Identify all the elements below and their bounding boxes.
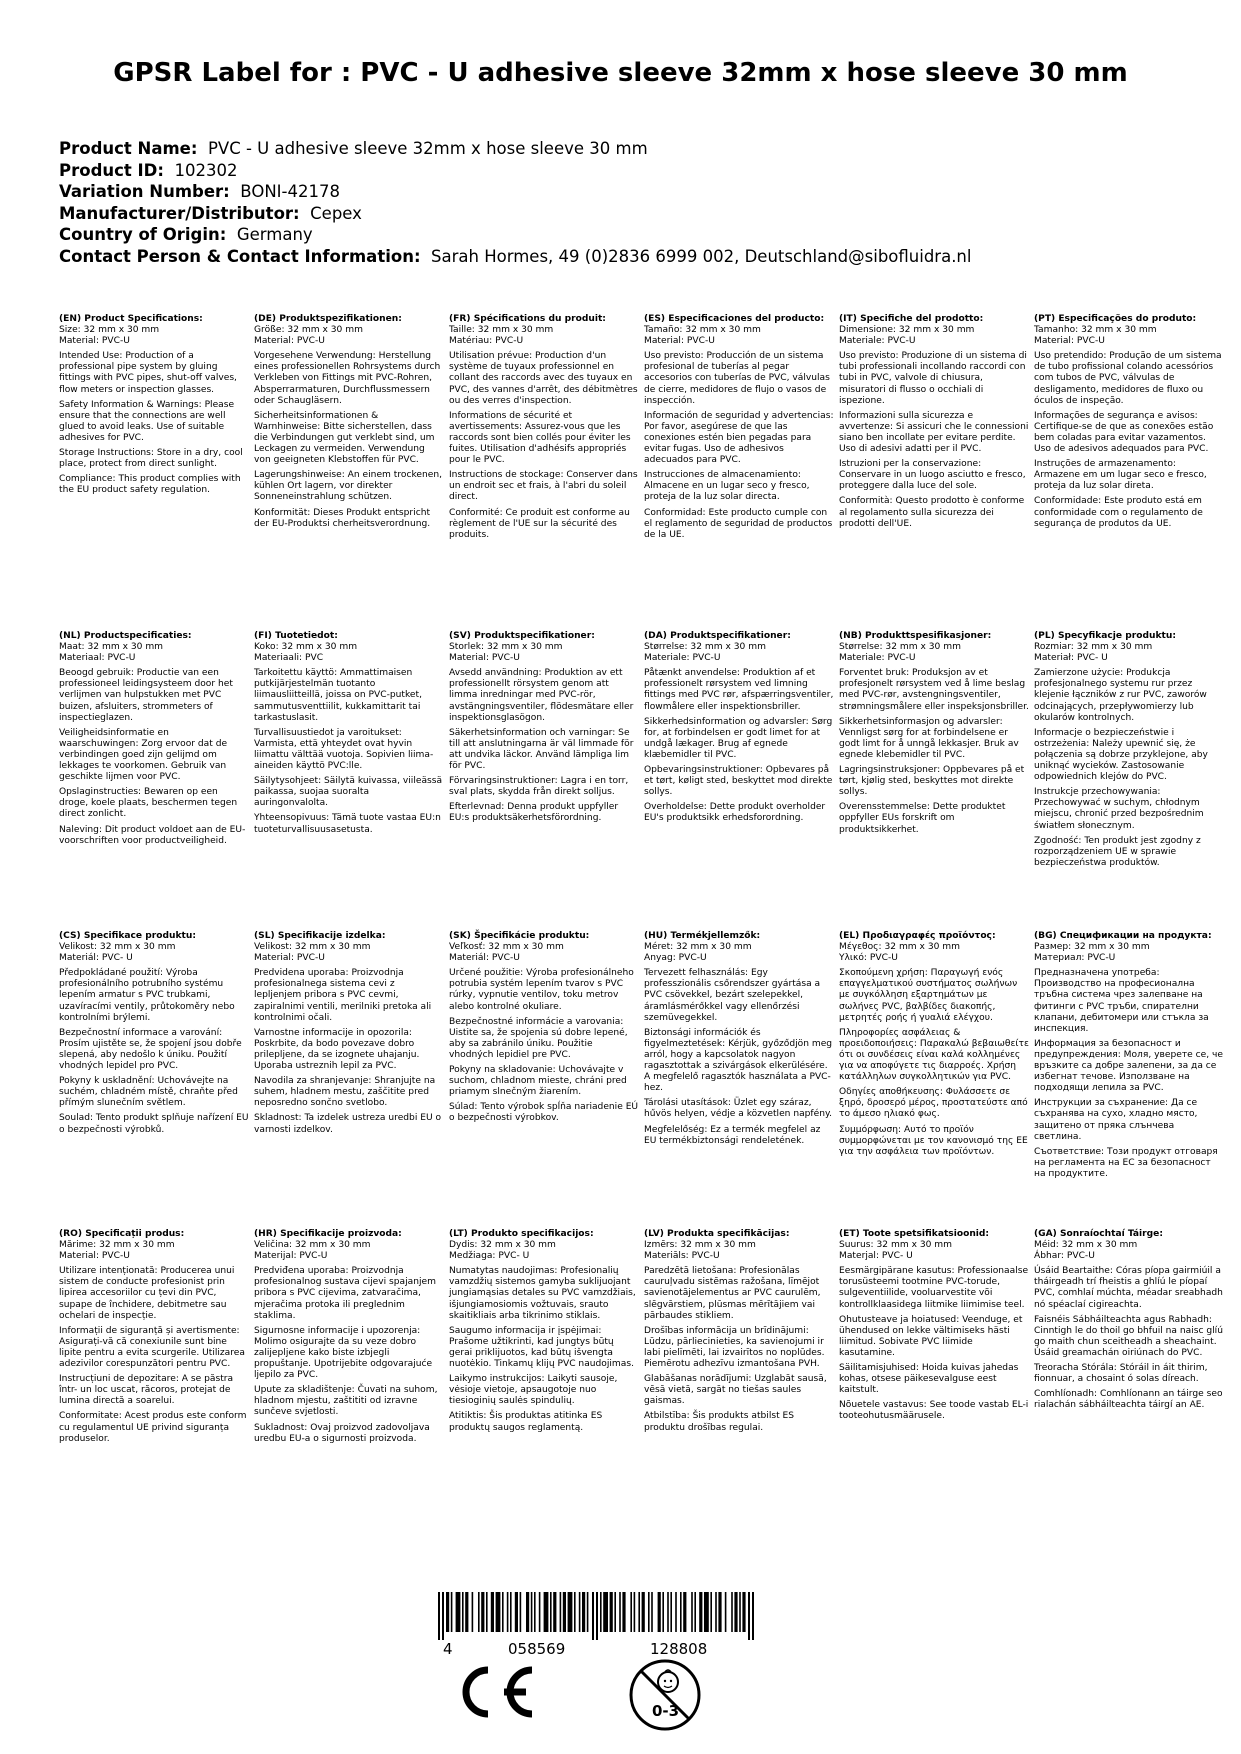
spec-block [839, 314, 1029, 534]
spec-heading: (GA) Sonraíochtaí Táirge: [1034, 1229, 1163, 1239]
spec-heading: (HR) Specifikacije proizvoda: [254, 1229, 402, 1239]
spec-paragraph: Instruções de armazenamento: Armazene em um lugar seco e fresco, proteja da luz solar direta. [1034, 459, 1207, 492]
spec-line: Materiāls: PVC-U [644, 1251, 720, 1262]
spec-paragraph: Laikymo instrukcijos: Laikyti sausoje, vėsioje vietoje, apsaugotoje nuo tiesioginių saulės spindulių. [449, 1374, 618, 1407]
spec-heading: (DA) Produktspecifikationer: [644, 631, 791, 641]
spec-line: Medžiaga: PVC- U [449, 1251, 530, 1262]
spec-paragraph: Conformidad: Este producto cumple con el reglamento de seguridad de productos de la UE. [644, 507, 833, 540]
barcode-bar [451, 1592, 453, 1632]
spec-paragraph: Skladnost: Ta izdelek ustreza uredbi EU o varnosti izdelkov. [254, 1113, 442, 1135]
spec-heading: (PT) Especificações do produto: [1034, 314, 1197, 324]
spec-line: Anyag: PVC-U [644, 953, 707, 964]
spec-paragraph: Avsedd användning: Produktion av ett professionellt rörsystem genom att limma inredningar med PVC-rör, avstängningsventiler, flödesmätare eller inspektionsglasögon. [449, 668, 634, 723]
info-row-contact [59, 246, 971, 268]
spec-heading: (SK) Špecifikácie produktu: [449, 931, 590, 941]
barcode-bar [553, 1592, 556, 1632]
spec-block [254, 631, 444, 840]
spec-line: Maat: 32 mm x 30 mm [59, 642, 164, 653]
spec-paragraph: Istruzioni per la conservazione: Conservare in un luogo asciutto e fresco, proteggere dalla luce del sole. [839, 459, 1026, 492]
product-info [59, 138, 971, 267]
spec-paragraph: Utilisation prévue: Production d'un système de tuyaux professionnel en collant des raccords avec des tuyaux en PVC, des vannes d'arrêt, des débitmètres ou des verres d'inspection. [449, 351, 638, 406]
spec-block [644, 631, 834, 829]
spec-paragraph: Säkerhetsinformation och varningar: Se till att anslutningarna är väl limmade för att undvika läckor. Använd lämpliga lim för PVC. [449, 727, 634, 772]
spec-paragraph: Overensstemmelse: Dette produktet oppfyller EUs forskrift om produktsikkerhet. [839, 802, 1006, 835]
spec-paragraph: Úsáid Beartaithe: Córas píopa gairmiúil a tháirgeadh trí fheistis a ghlíú le píopaí PVC, comhlaí múchta, méadar sreabhadh nó spéaclaí cigireachta. [1034, 1266, 1223, 1310]
spec-heading: (IT) Specifiche del prodotto: [839, 314, 984, 324]
spec-paragraph: Konformität: Dieses Produkt entspricht der EU-Produktsi cherheitsverordnung. [254, 507, 431, 529]
spec-paragraph: Informações de segurança e avisos: Certifique-se de que as conexões estão bem coladas para evitar vazamentos. Uso de adesivos adequados para PVC. [1034, 410, 1214, 455]
barcode-bar [526, 1592, 529, 1632]
barcode-bar [642, 1592, 645, 1632]
spec-paragraph: Drošības informācija un brīdinājumi: Lūdzu, pārliecinieties, ka savienojumi ir labi pielīmēti, lai izvairītos no noplūdes. Piemērotu adhezīvu izmantošana PVH. [644, 1325, 825, 1370]
spec-paragraph: Treoracha Stórála: Stóráil in áit thirim, fionnuar, a chosaint ó solas díreach. [1034, 1363, 1208, 1385]
spec-paragraph: Turvallisuustiedot ja varoitukset: Varmista, että yhteydet ovat hyvin liimattu välttää vuotoja. Sopivien liima-aineiden käyttö PVC:lle. [254, 727, 434, 772]
barcode-bar [704, 1592, 709, 1632]
barcode-guard-bar [442, 1592, 444, 1640]
spec-line: Rozmiar: 32 mm x 30 mm [1034, 642, 1153, 653]
spec-heading: (NL) Productspecificaties: [59, 631, 192, 641]
barcode-bar [446, 1592, 449, 1632]
barcode-bar [563, 1592, 566, 1632]
info-label: Variation Number: [59, 182, 230, 201]
spec-paragraph: Съответствие: Този продукт отговаря на регламента на ЕС за безопасност на продуктите. [1034, 1146, 1218, 1179]
barcode-bar [531, 1592, 533, 1632]
spec-paragraph: Overholdelse: Dette produkt overholder EU's produktsikk erhedsforordning. [644, 802, 826, 824]
spec-paragraph: Uso previsto: Producción de un sistema profesional de tuberías al pegar accesorios con tuberías de PVC, válvulas de cierre, medidores de flujo o vasos de inspección. [644, 351, 830, 406]
spec-paragraph: Saugumo informacija ir įspėjimai: Prašome užtikrinti, kad jungtys būtų gerai priklijuotos, kad būtų išvengta nuotėkio. Tinkamų klijų PVC naudojimas. [449, 1325, 634, 1370]
spec-paragraph: Atitiktis: Šis produktas atitinka ES produktų saugos reglamentą. [449, 1411, 603, 1433]
spec-paragraph: Pokyny na skladovanie: Uchovávajte v suchom, chladnom mieste, chráni pred priamym slnečným žiarením. [449, 1065, 627, 1098]
spec-heading: (FR) Spécifications du produit: [449, 314, 606, 324]
spec-paragraph: Σκοπούμενη χρήση: Παραγωγή ενός επαγγελματικού συστήματος σωλήνων με συγκόλληση εξαρτημάτων με σωλήνες PVC, βαλβίδες διακοπής, μετρητές ροής ή γυαλιά ελέγχου. [839, 968, 1018, 1023]
barcode-bar [648, 1592, 650, 1632]
barcode-bar [587, 1592, 589, 1632]
spec-paragraph: Informazioni sulla sicurezza e avvertenze: Si assicuri che le connessioni siano ben incollate per evitare perdite. Uso di adesivi adatti per il PVC. [839, 410, 1029, 455]
spec-paragraph: Conformité: Ce produit est conforme au règlement de l'UE sur la sécurité des produits. [449, 507, 630, 540]
spec-line: Material: PVC-U [59, 336, 130, 347]
spec-heading: (SL) Specifikacije izdelka: [254, 931, 386, 941]
barcode-bar [742, 1592, 745, 1632]
spec-block [644, 314, 834, 545]
spec-paragraph: Instructions de stockage: Conserver dans un endroit sec et frais, à l'abri du soleil direct. [449, 470, 638, 503]
barcode-bar [481, 1592, 484, 1632]
spec-line: Dimensione: 32 mm x 30 mm [839, 325, 975, 336]
spec-paragraph: Bezpečnostní informace a varování: Prosím ujistěte se, že spojení jsou dobře slepená, aby nedošlo k úniku. Použití vhodných lepidel pro PVC. [59, 1027, 242, 1072]
barcode-bar [675, 1592, 677, 1632]
spec-block [644, 931, 834, 1151]
barcode-bar [614, 1592, 616, 1632]
barcode-bar [725, 1592, 727, 1632]
spec-line: Storlek: 32 mm x 30 mm [449, 642, 563, 653]
spec-line: Materiál: PVC- U [59, 953, 133, 964]
spec-line: Méret: 32 mm x 30 mm [644, 942, 752, 953]
spec-paragraph: Zamierzone użycie: Produkcja profesjonalnego systemu rur przez klejenie łączników z rur PVC, zaworów odcinających, przepływomierzy lub okularów kontrolnych. [1034, 668, 1207, 723]
spec-heading: (LT) Produkto specifikacijos: [449, 1229, 594, 1239]
barcode-bar [515, 1592, 518, 1632]
spec-paragraph: Biztonsági információk és figyelmeztetések: Kérjük, győződjön meg arról, hogy a kapcsolatok nagyon ragasztottak a szivárgások elkerülésére. A megfelelő ragasztók használata a PVC-hez. [644, 1027, 833, 1094]
spec-line: Material: PVC-U [254, 336, 325, 347]
barcode-bar [699, 1592, 702, 1632]
spec-paragraph: Pokyny k uskladnění: Uchovávejte na suchém, chladném místě, chraňte před přímým slunečním světlem. [59, 1076, 238, 1109]
spec-line: Materiale: PVC-U [839, 653, 916, 664]
barcode-bar [638, 1592, 640, 1632]
spec-paragraph: Beoogd gebruik: Productie van een professioneel leidingsysteem door het verlijmen van hulpstukken met PVC buizen, afsluiters, strommeters of inspectieglazen. [59, 668, 233, 723]
spec-line: Material: PVC-U [449, 653, 520, 664]
spec-line: Materiale: PVC-U [644, 653, 721, 664]
barcode-lead-digit: 4 [443, 1640, 453, 1658]
spec-heading: (EN) Product Specifications: [59, 314, 203, 324]
spec-line: Veľkosť: 32 mm x 30 mm [449, 942, 564, 953]
spec-line: Materjal: PVC- U [839, 1251, 913, 1262]
spec-line: Velikost: 32 mm x 30 mm [254, 942, 371, 953]
spec-line: Material: PVC-U [254, 953, 325, 964]
spec-heading: (NB) Produkttspesifikasjoner: [839, 631, 992, 641]
barcode-bar [694, 1592, 696, 1632]
spec-paragraph: Conformidade: Este produto está em conformidade com o regulamento de segurança de produtos da UE. [1034, 496, 1203, 529]
spec-line: Velikost: 32 mm x 30 mm [59, 942, 176, 953]
spec-line: Материал: PVC-U [1034, 953, 1116, 964]
barcode-bar [619, 1592, 621, 1632]
spec-line: Materiał: PVC- U [1034, 653, 1108, 664]
barcode-right-digits: 128808 [650, 1640, 708, 1658]
info-value: BONI-42178 [240, 182, 340, 201]
spec-paragraph: Información de seguridad y advertencias: Por favor, asegúrese de que las conexiones estén bien pegadas para evitar fugas. Uso de adhesivos adecuados para PVC. [644, 410, 834, 466]
spec-line: Material: PVC-U [644, 336, 715, 347]
spec-paragraph: Forventet bruk: Produksjon av et profesjonelt rørsystem ved å lime beslag med PVC-rør, avstengningsventiler, strømningsmålere eller inspeksjonsbriller. [839, 668, 1029, 712]
spec-heading: (ET) Toote spetsifikatsioonid: [839, 1229, 990, 1239]
spec-block [1034, 931, 1224, 1184]
spec-line: Material: PVC-U [1034, 336, 1105, 347]
spec-line: Material: PVC-U [59, 1251, 130, 1262]
spec-paragraph: Comhlíonadh: Comhlíonann an táirge seo rialachán sábháilteachta táirgí an AE. [1034, 1389, 1223, 1411]
spec-block [644, 1229, 834, 1438]
barcode-bar [582, 1592, 585, 1632]
spec-paragraph: Tervezett felhasználás: Egy professzionális csőrendszer gyártása a PVC csövekkel, bezárt szelepekkel, áramlásmérőkkel vagy ellenőrzési szemüvegekkel. [644, 968, 821, 1023]
spec-block [254, 931, 444, 1140]
barcode-bar [478, 1592, 480, 1632]
spec-paragraph: Tarkoitettu käyttö: Ammattimaisen putkijärjestelmän tuotanto liimausliitteillä, joissa on PVC-putket, sammutusventtiilit, kukkamittarit tai tarkastuslasit. [254, 668, 422, 723]
spec-block [59, 1229, 249, 1449]
spec-paragraph: Uso previsto: Produzione di un sistema di tubi professionali incollando raccordi con tubi in PVC, valvole di chiusura, misuratori di flusso o occhiali di ispezione. [839, 351, 1027, 406]
barcode-bar [539, 1592, 541, 1632]
spec-paragraph: Instrucciones de almacenamiento: Almacene en un lugar seco y fresco, proteja de la luz solar directa. [644, 470, 810, 503]
info-row-manufacturer [59, 203, 971, 225]
spec-heading: (LV) Produkta specifikācijas: [644, 1229, 790, 1239]
spec-paragraph: Οδηγίες αποθήκευσης: Φυλάσσετε σε ξηρό, δροσερό μέρος, προστατεύστε από το άμεσο ηλιακό φως. [839, 1087, 1028, 1120]
spec-heading: (EL) Προδιαγραφές προϊόντος: [839, 931, 996, 941]
spec-paragraph: Varnostne informacije in opozorila: Poskrbite, da bodo povezave dobro prilepljene, da se izognete uhajanju. Uporaba ustreznih lepil za PVC. [254, 1027, 420, 1072]
spec-block [449, 1229, 639, 1438]
spec-line: Størrelse: 32 mm x 30 mm [644, 642, 766, 653]
barcode-guard-bar [748, 1592, 750, 1640]
spec-paragraph: Предназначена употреба: Производство на професионална тръбна система чрез залепване на фитинги с PVC тръби, спирателни клапани, дебитомери или стъкла за инспекция. [1034, 968, 1209, 1034]
spec-paragraph: Paredzētā lietošana: Profesionālas cauruļvadu sistēmas ražošana, līmējot savienotājelementus ar PVC caurulēm, slēgvārstiem, plūsmas mērītājiem vai pārbaudes stikliem. [644, 1266, 821, 1321]
spec-block [254, 1229, 444, 1449]
info-value: Cepex [310, 203, 362, 223]
spec-block [839, 931, 1029, 1162]
spec-line: Taille: 32 mm x 30 mm [449, 325, 554, 336]
spec-paragraph: Информация за безопасност и предупреждения: Моля, уверете се, че връзките са добре залепени, за да се избегнат течове. Използване на подходящи лепила за PVC. [1034, 1038, 1223, 1094]
info-row-country [59, 224, 971, 246]
barcode-bar [550, 1592, 552, 1632]
spec-block [449, 314, 639, 545]
spec-line: Materijal: PVC-U [254, 1251, 328, 1262]
spec-paragraph: Sikkerhedsinformation og advarsler: Sørg for, at forbindelsen er godt limet for at undgå lækager. Brug af egnede klæbemidler til PVC. [644, 716, 833, 760]
barcode-bar [691, 1592, 693, 1632]
spec-paragraph: Súlad: Tento výrobok spĺňa nariadenie EÚ o bezpečnosti výrobkov. [449, 1102, 639, 1124]
spec-line: Größe: 32 mm x 30 mm [254, 325, 363, 336]
spec-line: Mărime: 32 mm x 30 mm [59, 1240, 175, 1251]
barcode-bar [502, 1592, 504, 1632]
spec-block [59, 314, 249, 500]
barcode-bar [683, 1592, 686, 1632]
barcode-bar [496, 1592, 501, 1632]
spec-line: Matériau: PVC-U [449, 336, 524, 347]
spec-paragraph: Efterlevnad: Denna produkt uppfyller EU:s produktsäkerhetsförordning. [449, 802, 619, 824]
spec-paragraph: Faisnéis Sábháilteachta agus Rabhadh: Cinntigh le do thoil go bhfuil na naisc glíú go maith chun sceitheadh a sheachaint. Úsáid greamachán oiriúnach do PVC. [1034, 1314, 1223, 1358]
spec-paragraph: Storage Instructions: Store in a dry, cool place, protect from direct sunlight. [59, 448, 243, 470]
barcode-guard-bar [592, 1592, 594, 1640]
barcode-bar [630, 1592, 632, 1632]
spec-paragraph: Opbevaringsinstruktioner: Opbevares på et tørt, køligt sted, beskyttet mod direkte sollys. [644, 765, 833, 798]
spec-paragraph: Ohutusteave ja hoiatused: Veenduge, et ühendused on lekke vältimiseks hästi liimitud. Sobivate PVC liimide kasutamine. [839, 1314, 1023, 1358]
spec-paragraph: Predviđena uporaba: Proizvodnja profesionalnog sustava cijevi spajanjem pribora s PVC cijevima, zatvaračima, mjeračima protoka ili preglednim staklima. [254, 1266, 436, 1321]
info-label: Contact Person & Contact Information: [59, 246, 421, 266]
barcode-bar [603, 1592, 608, 1632]
barcode-left-digits: 058569 [508, 1640, 566, 1658]
barcode-bar [718, 1592, 721, 1632]
spec-line: Size: 32 mm x 30 mm [59, 325, 160, 336]
spec-heading: (SV) Produktspecifikationer: [449, 631, 595, 641]
barcode-bar [456, 1592, 461, 1632]
spec-paragraph: Informations de sécurité et avertissements: Assurez-vous que les raccords sont bien collés pour éviter les fuites. Utilisation d'adhésifs appropriés pour le PVC. [449, 410, 631, 466]
spec-line: Dydis: 32 mm x 30 mm [449, 1240, 556, 1251]
info-value: Germany [236, 225, 313, 244]
barcode-bar [491, 1592, 494, 1632]
spec-paragraph: Uso pretendido: Produção de um sistema de tubo profissional colando acessórios com tubos de PVC, válvulas de desligamento, medidores de fluxo ou óculos de inspeção. [1034, 351, 1222, 406]
spec-block [449, 931, 639, 1129]
spec-paragraph: Intended Use: Production of a professional pipe system by gluing fittings with PVC pipes, shut-off valves, flow meters or inspection glasses. [59, 351, 237, 395]
barcode-bar [670, 1592, 672, 1632]
spec-paragraph: Navodila za shranjevanje: Shranjujte na suhem, hladnem mestu, zaščitite pred neposredno sončno svetlobo. [254, 1076, 436, 1109]
barcode-bar [610, 1592, 613, 1632]
barcode-bar [680, 1592, 682, 1632]
spec-paragraph: Συμμόρφωση: Αυτό το προϊόν συμμορφώνεται με τον κανονισμό της ΕΕ για την ασφάλεια των προϊόντων. [839, 1124, 1028, 1157]
barcode-bar [472, 1592, 474, 1632]
spec-paragraph: Lagringsinstruksjoner: Oppbevares på et tørt, kjølig sted, beskyttes mot direkte sollys. [839, 765, 1025, 798]
spec-paragraph: Instrukcje przechowywania: Przechowywać w suchym, chłodnym miejscu, chronić przed bezpośrednim światłem słonecznym. [1034, 787, 1204, 831]
barcode-bar [731, 1592, 733, 1632]
spec-paragraph: Atbilstība: Šis produkts atbilst ES produktu drošības regulai. [644, 1411, 795, 1433]
info-row-product-id [59, 160, 971, 182]
barcode-bar [520, 1592, 522, 1632]
spec-paragraph: Eesmärgipärane kasutus: Professionaalse torusüsteemi tootmine PVC-torude, sulgeventiilide, vooluarvestite või kontrollklaasidega liitmike liimimise teel. [839, 1266, 1029, 1310]
not-for-children-0-3-icon [628, 1658, 702, 1732]
ce-mark-icon [452, 1662, 536, 1722]
spec-block [839, 1229, 1029, 1427]
spec-paragraph: Lagerungshinweise: An einem trockenen, kühlen Ort lagern, vor direkter Sonneneinstrahlung schützen. [254, 470, 443, 503]
barcode-bar [667, 1592, 669, 1632]
spec-heading: (DE) Produktspezifikationen: [254, 314, 402, 324]
spec-paragraph: Numatytas naudojimas: Profesionalių vamzdžių sistemos gamyba suklijuojant jungiamąsias detales su PVC vamzdžiais, išjungiamosiomis vožtuvais, srauto skaitikliais arba tikrinimo stiklais. [449, 1266, 636, 1321]
spec-paragraph: Informații de siguranță și avertismente: Asigurați-vă că conexiunile sunt bine lipite pentru a evita scurgerile. Utilizarea adezivilor corespunzători pentru PVC. [59, 1325, 245, 1370]
spec-block [449, 631, 639, 829]
barcode-bar [651, 1592, 653, 1632]
spec-paragraph: Yhteensopivuus: Tämä tuote vastaa EU:n tuoteturvallisuusasetusta. [254, 813, 441, 835]
spec-line: Izmērs: 32 mm x 30 mm [644, 1240, 756, 1251]
age-range-label: 0-3 [652, 1702, 680, 1720]
spec-line: Ábhar: PVC-U [1034, 1251, 1095, 1262]
spec-line: Tamaño: 32 mm x 30 mm [644, 325, 761, 336]
info-label: Country of Origin: [59, 225, 227, 244]
spec-paragraph: Sigurnosne informacije i upozorenja: Molimo osigurajte da su veze dobro zalijepljene kako biste izbjegli propuštanje. Upotrijebite odgovarajuće ljepilo za PVC. [254, 1325, 433, 1381]
barcode-bar [534, 1592, 536, 1632]
spec-line: Suurus: 32 mm x 30 mm [839, 1240, 953, 1251]
spec-paragraph: Opslaginstructies: Bewaren op een droge, koele plaats, beschermen tegen direct zonlicht. [59, 787, 238, 820]
spec-block [1034, 1229, 1224, 1415]
spec-paragraph: Bezpečnostné informácie a varovania: Uistite sa, že spojenia sú dobre lepené, aby sa zabránilo úniku. Použitie vhodných lepidiel pre PVC. [449, 1016, 628, 1060]
spec-paragraph: Compliance: This product complies with the EU product safety regulation. [59, 474, 241, 496]
barcode-bar [462, 1592, 464, 1632]
spec-heading: (CS) Specifikace produktu: [59, 931, 196, 941]
spec-paragraph: Säilitamisjuhised: Hoida kuivas jahedas kohas, otsese päikesevalguse eest kaitstult. [839, 1363, 1019, 1396]
spec-line: Materiaal: PVC-U [59, 653, 136, 664]
spec-line: Materiál: PVC-U [449, 953, 520, 964]
info-row-variation-number [59, 181, 971, 203]
spec-line: Υλικό: PVC-U [839, 953, 898, 964]
info-label: Manufacturer/Distributor: [59, 203, 300, 223]
spec-line: Materiale: PVC-U [839, 336, 916, 347]
spec-heading: (RO) Specificații produs: [59, 1229, 185, 1239]
spec-heading: (PL) Specyfikacje produktu: [1034, 631, 1176, 641]
spec-paragraph: Инструкции за съхранение: Да се съхранява на сухо, хладно място, защитено от пряка слънчева светлина. [1034, 1098, 1198, 1142]
spec-paragraph: Påtænkt anvendelse: Produktion af et professionelt rørsystem ved limning fittings med PVC rør, afspærringsventiler, flowmålere eller inspektionsbriller. [644, 668, 834, 712]
barcode-bar [734, 1592, 737, 1632]
barcode-bar [662, 1592, 664, 1632]
info-label: Product ID: [59, 160, 164, 180]
spec-line: Размер: 32 mm x 30 mm [1034, 942, 1150, 953]
spec-block [59, 631, 249, 851]
spec-block [59, 931, 249, 1140]
spec-line: Størrelse: 32 mm x 30 mm [839, 642, 961, 653]
spec-paragraph: Určené použitie: Výroba profesionálneho potrubia systém lepením tvarov s PVC rúrky, vypnutie ventilov, toku metrov alebo kontrolné okuliare. [449, 968, 634, 1012]
barcode-guard-bar [596, 1592, 598, 1640]
spec-paragraph: Glabāšanas norādījumi: Uzglabāt sausā, vēsā vietā, sargāt no tiešas saules gaismas. [644, 1374, 827, 1407]
spec-paragraph: Zgodność: Ten produkt jest zgodny z rozporządzeniem UE w sprawie bezpieczeństwa produktów. [1034, 835, 1201, 868]
spec-line: Μέγεθος: 32 mm x 30 mm [839, 942, 960, 953]
spec-paragraph: Instrucțiuni de depozitare: A se păstra într- un loc uscat, răcoros, protejat de lumina directă a soarelui. [59, 1374, 234, 1407]
barcode-bar [622, 1592, 625, 1632]
spec-paragraph: Πληροφορίες ασφάλειας & προειδοποιήσεις: Παρακαλώ βεβαιωθείτε ότι οι συνδέσεις είναι καλά κολλημένες για να αποφύγετε τις διαρροές. Χρήση κατάλληλων συγκολλητικών για PVC. [839, 1027, 1029, 1083]
spec-paragraph: Předpokládané použití: Výroba profesionálního potrubního systému lepením armatur s PVC trubkami, uzavíracími ventily, průtokoměry nebo kontrolními brýlemi. [59, 968, 235, 1023]
barcode-bar [634, 1592, 636, 1632]
spec-paragraph: Veiligheidsinformatie en waarschuwingen: Zorg ervoor dat de verbindingen goed zijn gelijmd om lekkages te voorkomen. Gebruik van geschikte lijmen voor PVC. [59, 727, 228, 783]
barcode-bar [465, 1592, 468, 1632]
spec-paragraph: Vorgesehene Verwendung: Herstellung eines professionellen Rohrsystems durch Verkleben von Fittings mit PVC-Rohren, Absperrarmaturen, Durchflussmessern oder Schaugläsern. [254, 351, 441, 406]
spec-paragraph: Tárolási utasítások: Üzlet egy száraz, hűvös helyen, védje a közvetlen napfény. [644, 1098, 832, 1120]
spec-paragraph: Safety Information & Warnings: Please ensure that the connections are well glued to avoid leaks. Use of suitable adhesives for PVC. [59, 399, 235, 443]
spec-paragraph: Utilizare intenționată: Producerea unui sistem de conducte profesionist prin lipirea accesoriilor cu țevi din PVC, supape de închidere, debitmetre sau ochelari de inspecție. [59, 1266, 235, 1321]
barcode [436, 1592, 758, 1640]
barcode-bar [710, 1592, 712, 1632]
spec-paragraph: Sikkerhetsinformasjon og advarsler: Vennligst sørg for at forbindelsene er godt limt for å unngå lekkasjer. Bruk av egnede klebemidler til PVC. [839, 716, 1019, 760]
barcode-bar [739, 1592, 741, 1632]
barcode-bar [658, 1592, 661, 1632]
spec-paragraph: Upute za skladištenje: Čuvati na suhom, hladnom mjestu, zaštititi od izravne sunčeve svjetlosti. [254, 1385, 438, 1418]
barcode-bar [486, 1592, 488, 1632]
spec-paragraph: Megfelelőség: Ez a termék megfelel az EU termékbiztonsági rendeletének. [644, 1124, 821, 1146]
info-value: Sarah Hormes, 49 (0)2836 6999 002, Deutschland@sibofluidra.nl [431, 246, 972, 266]
spec-line: Tamanho: 32 mm x 30 mm [1034, 325, 1157, 336]
info-value: PVC - U adhesive sleeve 32mm x hose sleeve 30 mm [207, 139, 648, 158]
barcode-bar [560, 1592, 562, 1632]
spec-heading: (BG) Спецификации на продукта: [1034, 931, 1212, 941]
spec-heading: (HU) Termékjellemzők: [644, 931, 761, 941]
info-row-product-name [59, 138, 971, 160]
spec-paragraph: Naleving: Dit product voldoet aan de EU-voorschriften voor productveiligheid. [59, 824, 246, 846]
spec-block [839, 631, 1029, 840]
page-title: GPSR Label for : PVC - U adhesive sleeve 32mm x hose sleeve 30 mm [113, 58, 1128, 88]
barcode-bar [715, 1592, 717, 1632]
spec-paragraph: Säilytysohjeet: Säilytä kuivassa, viileässä paikassa, suojaa suoralta auringonvalolta. [254, 776, 443, 809]
spec-paragraph: Förvaringsinstruktioner: Lagra i en torr, sval plats, skydda från direkt solljus. [449, 776, 629, 798]
spec-paragraph: Informacje o bezpieczeństwie i ostrzeżenia: Należy upewnić się, że połączenia są dobrze przyklejone, aby uniknąć wycieków. Zastosowanie odpowiednich klejów do PVC. [1034, 727, 1208, 783]
spec-block [1034, 314, 1224, 534]
spec-heading: (FI) Tuotetiedot: [254, 631, 338, 641]
barcode-guard-bar [752, 1592, 754, 1640]
barcode-bar [544, 1592, 549, 1632]
spec-heading: (ES) Especificaciones del producto: [644, 314, 825, 324]
spec-line: Veličina: 32 mm x 30 mm [254, 1240, 371, 1251]
barcode-guard-bar [438, 1592, 440, 1640]
spec-line: Koko: 32 mm x 30 mm [254, 642, 358, 653]
barcode-bar [507, 1592, 509, 1632]
info-label: Product Name: [59, 139, 198, 158]
barcode-bar [579, 1592, 581, 1632]
spec-paragraph: Conformità: Questo prodotto è conforme al regolamento sulla sicurezza dei prodotti dell'UE. [839, 496, 1025, 529]
spec-block [1034, 631, 1224, 873]
barcode-bar [600, 1592, 602, 1632]
spec-paragraph: Sicherheitsinformationen & Warnhinweise: Bitte sicherstellen, dass die Verbindungen gut verklebt sind, um Leckagen zu vermeiden. Verwendung von geeigneten Klebstoffen für PVC. [254, 410, 435, 466]
spec-paragraph: Sukladnost: Ovaj proizvod zadovoljava uredbu EU-a o sigurnosti proizvoda. [254, 1422, 430, 1444]
spec-line: Méid: 32 mm x 30 mm [1034, 1240, 1138, 1251]
spec-line: Materiaali: PVC [254, 653, 324, 664]
info-value: 102302 [174, 160, 238, 180]
spec-paragraph: Soulad: Tento produkt splňuje nařízení EU o bezpečnosti výrobků. [59, 1113, 249, 1135]
spec-paragraph: Predvidena uporaba: Proizvodnja profesionalnega sistema cevi z lepljenjem pribora s PVC cevmi, zapiralnimi ventili, merilniki pretoka ali kontrolnimi očali. [254, 968, 432, 1023]
spec-block [254, 314, 444, 534]
spec-paragraph: Nõuetele vastavus: See toode vastab EL-i tooteohutusmäärusele. [839, 1400, 1029, 1422]
spec-paragraph: Conformitate: Acest produs este conform cu regulamentul UE privind siguranța produselor. [59, 1411, 247, 1444]
barcode-bar [510, 1592, 512, 1632]
barcode-bar [568, 1592, 573, 1632]
barcode-bar [574, 1592, 576, 1632]
